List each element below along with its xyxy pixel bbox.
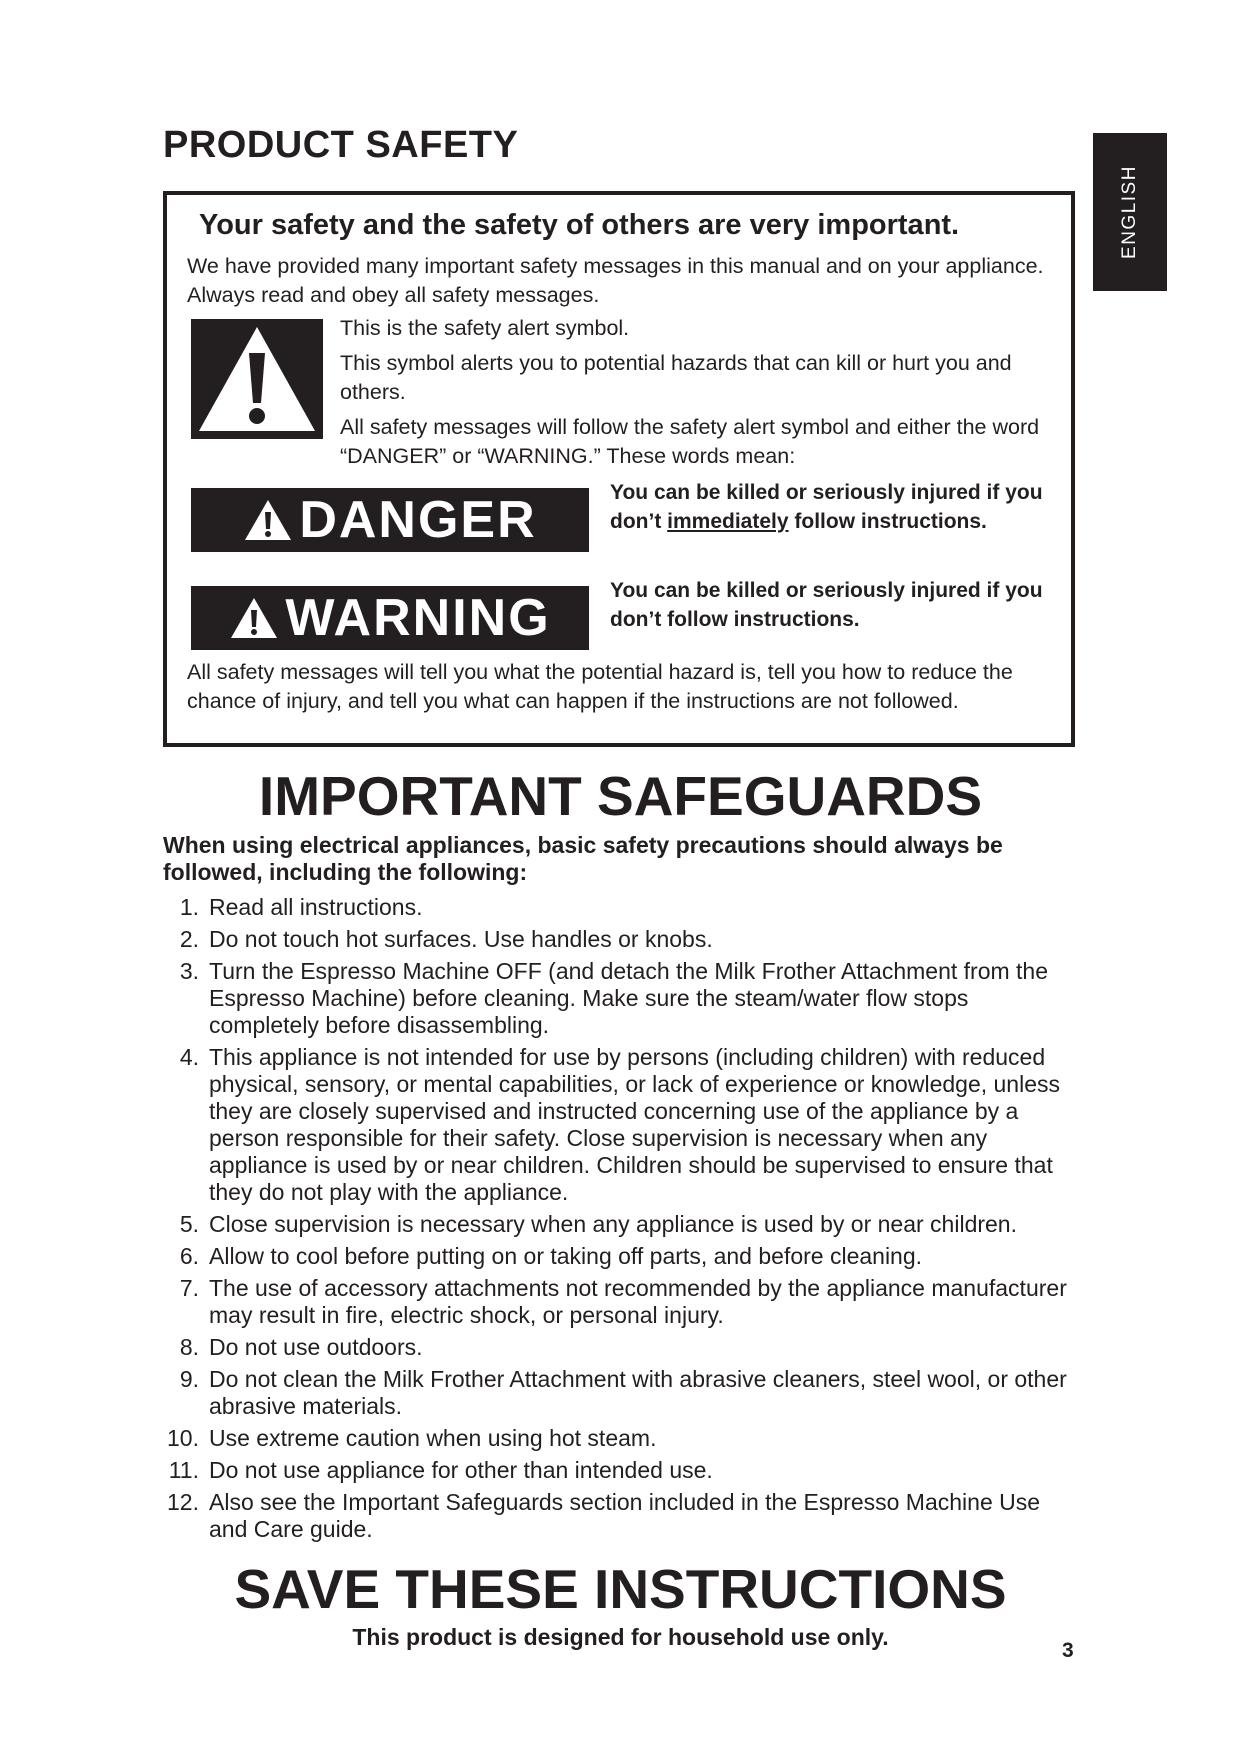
item-number: 10. xyxy=(167,1425,199,1451)
section-title: PRODUCT SAFETY xyxy=(163,124,519,166)
item-text: The use of accessory attachments not recommended by the appliance manufacturer may result in fire, electric shock, or personal injury. xyxy=(209,1275,1067,1328)
item-text: Close supervision is necessary when any appliance is used by or near children. xyxy=(209,1211,1017,1237)
list-item xyxy=(163,1044,1068,1206)
warning-banner xyxy=(191,586,589,650)
item-text: Do not touch hot surfaces. Use handles or knobs. xyxy=(209,926,713,952)
warning-description: You can be killed or seriously injured if you don’t follow instructions. xyxy=(610,579,1043,631)
safeguards-lead: When using electrical appliances, basic safety precautions should always be followed, including the following: xyxy=(163,832,1003,885)
item-text: Allow to cool before putting on or taking off parts, and before cleaning. xyxy=(209,1243,923,1269)
list-item xyxy=(163,1334,1068,1361)
item-text: Turn the Espresso Machine OFF (and detach the Milk Frother Attachment from the Espresso Machine) before cleaning. Make sure the steam/water flow stops completely before disassembling. xyxy=(209,958,1049,1038)
item-text: Use extreme caution when using hot steam. xyxy=(209,1425,657,1451)
item-number: 6. xyxy=(179,1243,199,1269)
safety-box-heading: Your safety and the safety of others are very important. xyxy=(199,209,960,241)
alert-line: All safety messages will follow the safety alert symbol and either the word “DANGER” or “WARNING.” These words mean: xyxy=(340,415,1040,468)
list-item xyxy=(163,1275,1068,1329)
item-number: 4. xyxy=(179,1044,199,1070)
safety-alert-symbol-icon xyxy=(191,319,323,439)
item-number: 11. xyxy=(168,1457,199,1483)
danger-banner xyxy=(191,488,589,552)
item-number: 9. xyxy=(179,1366,199,1392)
save-instructions-heading: SAVE THESE INSTRUCTIONS xyxy=(234,1558,1007,1620)
list-item xyxy=(163,1457,1068,1484)
item-text: Read all instructions. xyxy=(209,894,423,920)
list-item xyxy=(163,1489,1068,1543)
list-item xyxy=(163,958,1068,1039)
warning-triangle-icon xyxy=(243,498,293,542)
item-text: This appliance is not intended for use by persons (including children) with reduced physical, sensory, or mental capabilities, or lack of experience or knowledge, unless they are closely supervised and instructed concerning use of the appliance by a person responsible for their safety. Close supervision is necessary when any appliance is used by or near children. Children should be supervised to ensure that they do not play with the appliance. xyxy=(209,1044,1060,1205)
list-item xyxy=(163,1425,1068,1452)
danger-label: DANGER xyxy=(299,491,537,549)
list-item xyxy=(163,1211,1068,1238)
safeguards-list xyxy=(163,894,1068,1548)
list-item xyxy=(163,1366,1068,1420)
language-tab-label: ENGLISH xyxy=(1119,165,1140,259)
danger-desc-part: You can be killed or seriously injured if you don’t xyxy=(610,481,1043,533)
safety-message-box xyxy=(163,191,1075,747)
item-number: 12. xyxy=(167,1489,199,1515)
item-number: 5. xyxy=(179,1211,199,1237)
alert-symbol-explanation xyxy=(340,314,1060,477)
item-text: Do not use outdoors. xyxy=(209,1334,423,1360)
danger-desc-part: follow instructions. xyxy=(788,510,987,533)
warning-label: WARNING xyxy=(285,589,551,647)
safety-box-intro: We have provided many important safety messages in this manual and on your appliance. Always read and obey all safety messages. xyxy=(187,254,1044,307)
list-item xyxy=(163,926,1068,953)
item-text: Do not use appliance for other than intended use. xyxy=(209,1457,713,1483)
alert-line: This symbol alerts you to potential hazards that can kill or hurt you and others. xyxy=(340,351,1012,404)
danger-desc-emphasis: immediately xyxy=(667,510,789,533)
list-item xyxy=(163,894,1068,921)
safety-box-outro: All safety messages will tell you what the potential hazard is, tell you how to reduce the chance of injury, and tell you what can happen if the instructions are not followed. xyxy=(187,660,1013,713)
household-use-note: This product is designed for household use only. xyxy=(352,1624,889,1650)
item-number: 8. xyxy=(179,1334,199,1360)
alert-line: This is the safety alert symbol. xyxy=(340,316,630,340)
item-number: 1. xyxy=(179,894,199,920)
item-text: Do not clean the Milk Frother Attachment with abrasive cleaners, steel wool, or other abrasive materials. xyxy=(209,1366,1067,1419)
page-number: 3 xyxy=(1062,1639,1074,1662)
important-safeguards-heading: IMPORTANT SAFEGUARDS xyxy=(258,765,983,827)
item-number: 3. xyxy=(179,958,199,984)
language-tab xyxy=(1093,133,1167,291)
item-number: 7. xyxy=(179,1275,199,1301)
danger-description xyxy=(610,478,1050,536)
item-text: Also see the Important Safeguards section included in the Espresso Machine Use and Care guide. xyxy=(209,1489,1041,1542)
item-number: 2. xyxy=(179,926,199,952)
warning-triangle-icon xyxy=(229,596,279,640)
list-item xyxy=(163,1243,1068,1270)
